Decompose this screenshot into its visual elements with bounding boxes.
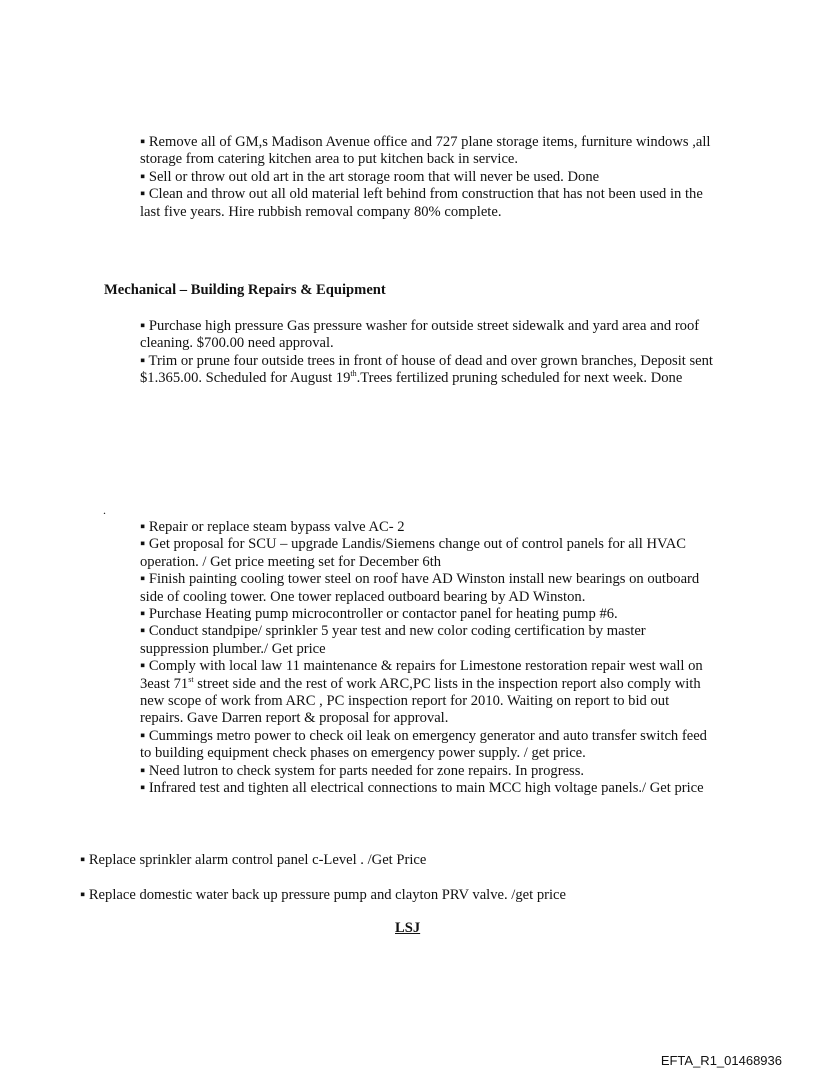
stray-mark: . (103, 503, 106, 517)
list-item: ▪ Purchase Heating pump microcontroller or contactor panel for heating pump #6. (140, 606, 618, 623)
list-item: ▪ Repair or replace steam bypass valve AC- 2 (140, 519, 405, 535)
list-item: ▪ Conduct standpipe/ sprinkler 5 year test and new color coding certification by master suppression plumber./ Get price (140, 623, 646, 657)
signature-initials: LSJ (395, 920, 421, 936)
outer-list-item: ▪ Replace sprinkler alarm control panel c-Level . /Get Price (80, 852, 427, 868)
section-heading: Mechanical – Building Repairs & Equipment (104, 282, 386, 298)
storage-cleanup-list (140, 134, 715, 221)
list-item: ▪ Comply with local law 11 maintenance & repairs for Limestone restoration repair west wall on 3east 71st street side and the rest of work ARC,PC lists in the inspection report also comply with new scope of work from ARC , PC inspection report for 2010. Waiting on report to bid out repairs. Gave Darren report & proposal for approval. (140, 658, 703, 727)
list-item: ▪ Cummings metro power to check oil leak on emergency generator and auto transfer switch feed to building equipment check phases on emergency power supply. / get price. (140, 727, 707, 762)
outer-list-item: ▪ Replace domestic water back up pressure pump and clayton PRV valve. /get price (80, 887, 566, 903)
list-item: ▪ Get proposal for SCU – upgrade Landis/Siemens change out of control panels for all HVAC operation. / Get price meeting set for December 6th (140, 536, 686, 570)
list-item: ▪ Sell or throw out old art in the art storage room that will never be used. Done (140, 168, 600, 185)
list-item: ▪ Purchase high pressure Gas pressure washer for outside street sidewalk and yard area and roof cleaning. $700.00 need approval. (140, 318, 700, 352)
list-item: ▪ Finish painting cooling tower steel on roof have AD Winston install new bearings on outboard side of cooling tower. One tower replaced outboard bearing by AD Winston. (140, 571, 700, 605)
list-item: ▪ Clean and throw out all old material left behind from construction that has not been used in the last five years. Hire rubbish removal company 80% complete. (140, 186, 703, 220)
list-item: ▪ Infrared test and tighten all electrical connections to main MCC high voltage panels./ Get price (140, 780, 704, 797)
list-item: ▪ Remove all of GM,s Madison Avenue office and 727 plane storage items, furniture windows ,all storage from catering kitchen area to put kitchen back in service. (140, 134, 711, 168)
mechanical-list (140, 318, 715, 388)
list-item: ▪ Trim or prune four outside trees in front of house of dead and over grown branches, Deposit sent $1.365.00. Scheduled for August 19th.Trees fertilized pruning scheduled for next week. Done (140, 352, 713, 387)
list-item: ▪ Need lutron to check system for parts needed for zone repairs. In progress. (140, 762, 585, 779)
repairs-list (140, 519, 715, 798)
document-id: EFTA_R1_01468936 (660, 1053, 782, 1068)
